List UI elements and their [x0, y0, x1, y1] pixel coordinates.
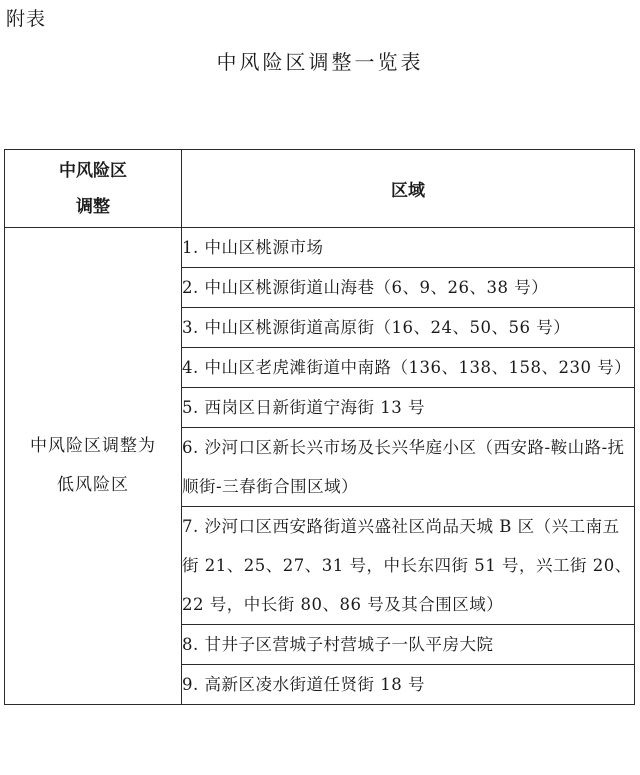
adjustment-group-line2: 低风险区 [57, 475, 129, 495]
area-cell: 9. 高新区凌水街道任贤街 18 号 [182, 665, 635, 705]
area-cell: 5. 西岗区日新街道宁海街 13 号 [182, 388, 635, 428]
area-cell: 2. 中山区桃源街道山海巷（6、9、26、38 号） [182, 268, 635, 308]
risk-adjustment-table [4, 149, 635, 705]
area-cell: 6. 沙河口区新长兴市场及长兴华庭小区（西安路-鞍山路-抚顺街-三春街合围区域） [182, 428, 635, 507]
appendix-label: 附表 [6, 8, 47, 30]
header-adjustment-line2: 调整 [76, 196, 110, 217]
area-cell: 7. 沙河口区西安路街道兴盛社区尚品天城 B 区（兴工南五街 21、25、27、31 号，中长东四街 51 号，兴工街 20、22 号，中长街 80、86 号及其合围区域） [182, 507, 635, 625]
document-title: 中风险区调整一览表 [216, 50, 424, 74]
header-adjustment-line1: 中风险区 [59, 160, 127, 181]
area-cell: 3. 中山区桃源街道高原街（16、24、50、56 号） [182, 308, 635, 348]
header-area: 区域 [182, 150, 635, 228]
header-adjustment [5, 150, 182, 228]
adjustment-group-line1: 中风险区调整为 [30, 436, 156, 456]
area-cell: 8. 甘井子区营城子村营城子一队平房大院 [182, 625, 635, 665]
area-cell: 1. 中山区桃源市场 [182, 228, 635, 268]
table-row [5, 228, 635, 268]
area-cell: 4. 中山区老虎滩街道中南路（136、138、158、230 号） [182, 348, 635, 388]
adjustment-group-cell [5, 228, 182, 705]
table-header-row [5, 150, 635, 228]
